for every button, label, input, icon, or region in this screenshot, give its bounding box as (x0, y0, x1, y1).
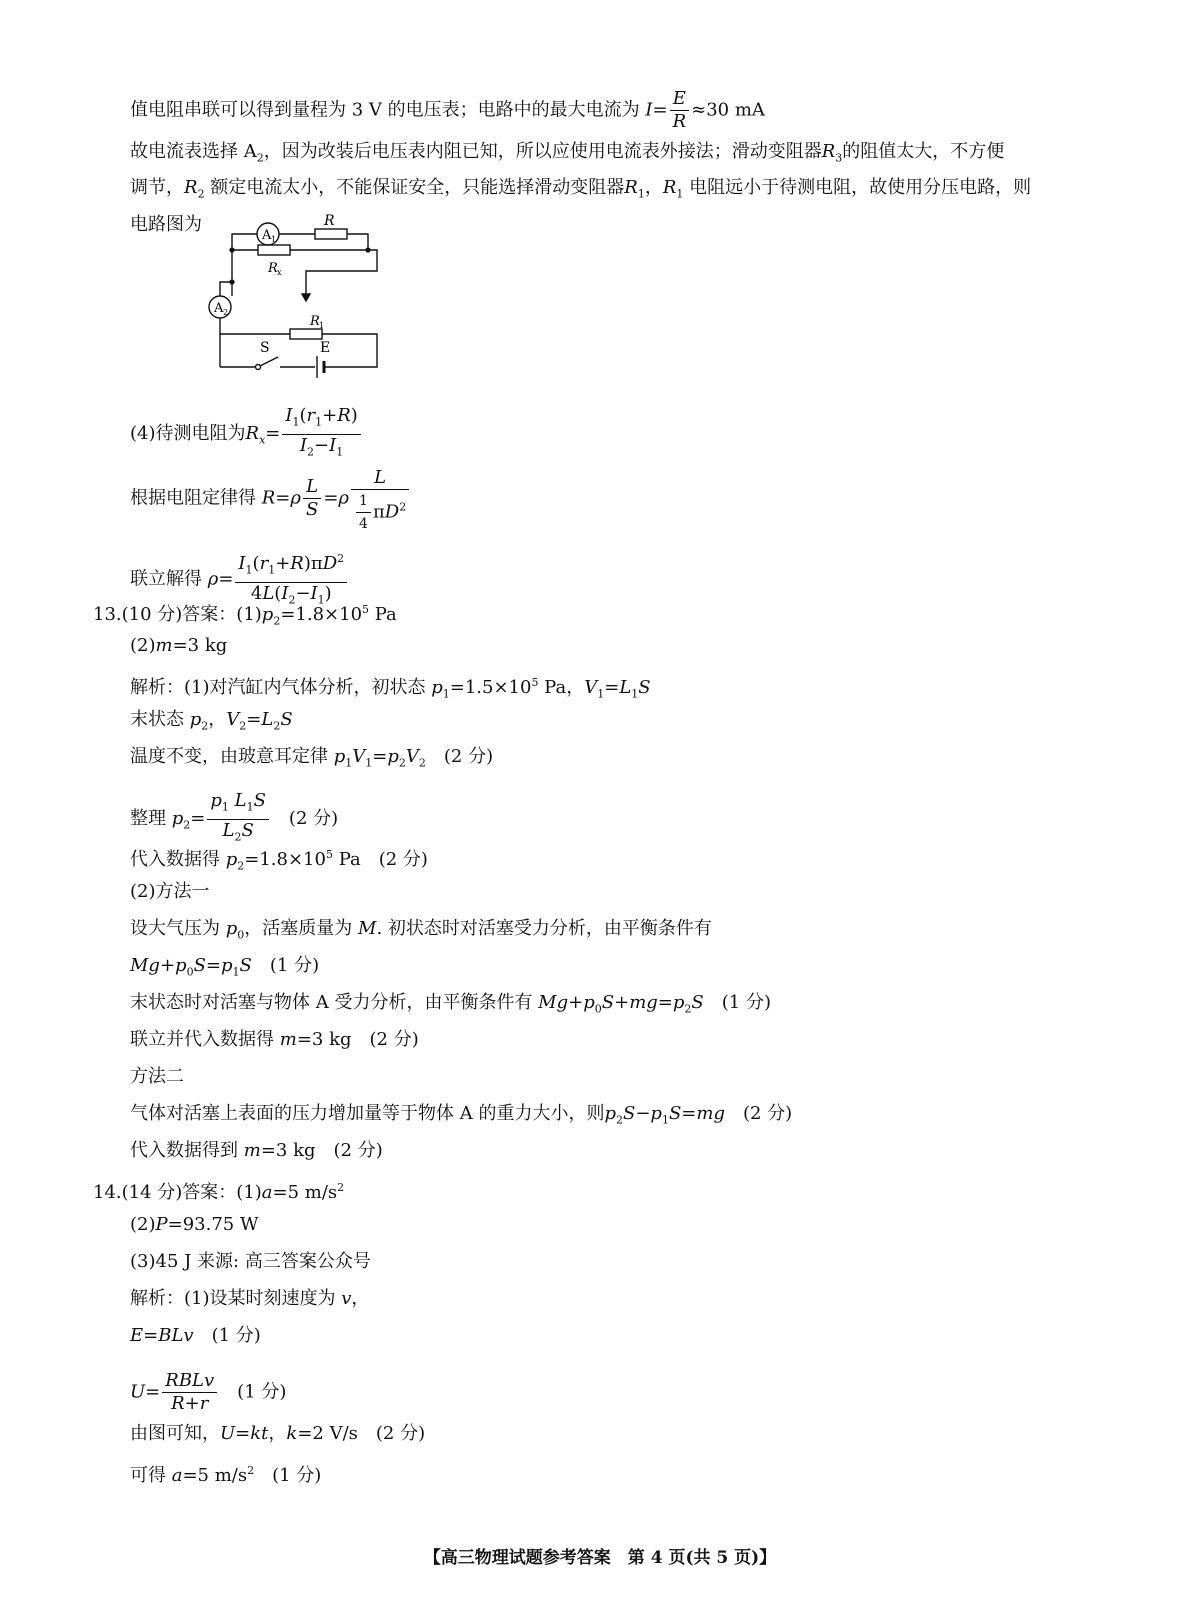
svg-text:x: x (277, 268, 282, 277)
svg-text:1: 1 (271, 235, 277, 244)
text-line: 末状态 $p_2$，$V_2=L_2S$ (130, 709, 293, 733)
text-line: 值电阻串联可以得到量程为 3 V 的电压表；电路中的最大电流为 I= $\frac{E}{R}$ ≈30 mA (130, 88, 765, 132)
resistor-r-label: R (324, 213, 335, 229)
svg-text:2: 2 (223, 308, 229, 317)
text-line: (2)m=3 kg (130, 635, 228, 656)
text-line: 解析：(1)对汽缸内气体分析，初状态 $p_1=1.5\times 10^5$ Pa，$V_1=L_1S$ (130, 676, 651, 701)
text-line: U= $\frac{\text{RBLv}}{R+r}$ (1 分) (130, 1370, 287, 1414)
text-line: E=BLv (1 分) (130, 1325, 261, 1346)
ammeter-a1-label: A (262, 228, 272, 243)
question-13-header: 13.(10 分)答案：$(1)p_2=1.8\times 10^5$ Pa (93, 603, 397, 628)
text-line: $Mg+p_0S=p_1S$ (1 分) (130, 955, 320, 979)
text-line: 设大气压为 $p_0$，活塞质量为 M. 初状态时对活塞受力分析，由平衡条件有 (130, 918, 712, 942)
battery-label: E (320, 340, 331, 356)
text-line: 解析：(1)设某时刻速度为 v， (130, 1288, 370, 1309)
text-line: 调节，$R_2$ 额定电流太小，不能保证安全，只能选择滑动变阻器$R_1$，$R_1$ 电阻远小于待测电阻，故使用分压电路，则 (130, 177, 1032, 201)
resistor-rx-label: R (268, 261, 278, 276)
text-line: 联立解得 ρ= $\frac{I_1(r_1+R)\pi D^2}{4L(I_2-I_1)}$ (130, 548, 349, 611)
text-line: (4)待测电阻为$R_x=$ $\frac{I_1(r_1+R)}{I_2-I_1}$ (130, 405, 363, 463)
text-line: 由图可知，U=kt，k=2 V/s (2 分) (130, 1423, 426, 1444)
question-14-header: 14.(14 分)答案：(1)a=5 $m/s^2$ (93, 1181, 345, 1203)
text-line: 联立并代入数据得 m=3 kg (2 分) (130, 1029, 419, 1050)
text-line: 方法二 (130, 1066, 184, 1087)
text-line: 故电流表选择 $A_2$，因为改装后电压表内阻已知，所以应使用电流表外接法；滑动变阻器$R_3$的阻值太大，不方便 (130, 141, 1005, 165)
text-line: 整理 $p_2=$ $\frac{p_1 L_1S}{L_2S}$ (2 分) (130, 790, 339, 844)
text-line: 根据电阻定律得 R=ρ $\frac{L}{S}$ =ρ L $\frac{1}{4}$ $\pi D^2$ (130, 467, 411, 535)
svg-text:1: 1 (319, 321, 325, 330)
text-line: 气体对活塞上表面的压力增加量等于物体 A 的重力大小，则$p_2S-p_1S=mg$ (2 分) (130, 1103, 793, 1127)
text-line: (3)45 J 来源: 高三答案公众号 (130, 1251, 371, 1272)
text-line: 代入数据得到 m=3 kg (2 分) (130, 1140, 383, 1161)
text-line: 代入数据得 $p_2=1.8\times 10^5$ Pa (2 分) (130, 848, 428, 873)
resistor-r1-label: R (310, 314, 320, 329)
text-line: 可得 a=5 $m/s^2$ (1 分) (130, 1464, 322, 1486)
text-line: (2)P=93.75 W (130, 1214, 259, 1235)
text-line: (2)方法一 (130, 881, 210, 902)
ammeter-a2-label: A (214, 301, 224, 316)
text-line: 末状态时对活塞与物体 A 受力分析，由平衡条件有 $Mg+p_0S+mg=p_2S$ (1 分) (130, 992, 771, 1016)
circuit-diagram (200, 212, 390, 382)
switch-label: S (260, 340, 270, 356)
page-footer: 【高三物理试题参考答案 第 4 页(共 5 页)】 (423, 1548, 777, 1568)
text-line: 电路图为 (130, 214, 202, 235)
text-line: 温度不变，由玻意耳定律 $p_1V_1=p_2V_2$ (2 分) (130, 746, 494, 770)
